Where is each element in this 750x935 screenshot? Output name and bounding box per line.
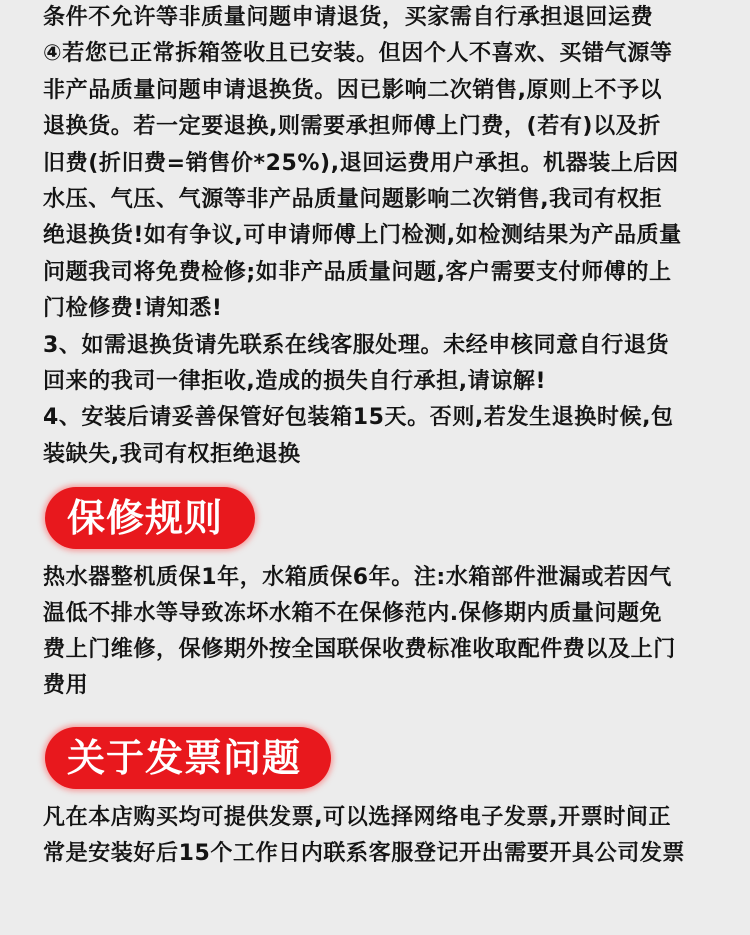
- returns-line: 问题我司将免费检修;如非产品质量问题,客户需要支付师傅的上: [43, 259, 672, 285]
- invoice-policy-text: [43, 800, 723, 872]
- returns-policy-text: [43, 0, 723, 473]
- returns-line: ④若您已正常拆箱签收且已安装。但因个人不喜欢、买错气源等: [43, 41, 673, 67]
- returns-line: 绝退换货!如有争议,可申请师傅上门检测,如检测结果为产品质量: [43, 223, 682, 249]
- invoice-heading: 关于发票问题: [45, 727, 331, 789]
- returns-line: 门检修费!请知悉!: [43, 296, 223, 322]
- invoice-line: 常是安装好后15个工作日内联系客服登记开出需要开具公司发票: [43, 841, 686, 866]
- warranty-line: 热水器整机质保1年，水箱质保6年。注:水箱部件泄漏或若因气: [43, 565, 672, 590]
- returns-line: 非产品质量问题申请退换货。因已影响二次销售,原则上不予以: [43, 77, 663, 103]
- returns-line: 退换货。若一定要退换,则需要承担师傅上门费，(若有)以及折: [43, 114, 661, 140]
- returns-line: 条件不允许等非质量问题申请退货，买家需自行承担退回运费: [43, 5, 654, 30]
- warranty-line: 费上门维修，保修期外按全国联保收费标准收取配件费以及上门: [43, 637, 676, 662]
- returns-line: 回来的我司一律拒收,造成的损失自行承担,请谅解!: [43, 368, 547, 394]
- returns-line: 4、安装后请妥善保管好包装箱15天。否则,若发生退换时候,包: [43, 405, 674, 431]
- warranty-line: 温低不排水等导致冻坏水箱不在保修范内.保修期内质量问题免: [43, 601, 663, 626]
- warranty-heading: 保修规则: [45, 487, 255, 549]
- returns-line: 3、如需退换货请先联系在线客服处理。未经申核同意自行退货: [43, 332, 670, 358]
- returns-line: 装缺失,我司有权拒绝退换: [43, 441, 301, 467]
- warranty-line: 费用: [43, 673, 89, 698]
- warranty-policy-text: [43, 560, 723, 704]
- returns-line: 水压、气压、气源等非产品质量问题影响二次销售,我司有权拒: [43, 186, 663, 212]
- invoice-line: 凡在本店购买均可提供发票,可以选择网络电子发票,开票时间正: [43, 805, 672, 830]
- returns-line: 旧费(折旧费=销售价*25%),退回运费用户承担。机器装上后因: [43, 150, 679, 176]
